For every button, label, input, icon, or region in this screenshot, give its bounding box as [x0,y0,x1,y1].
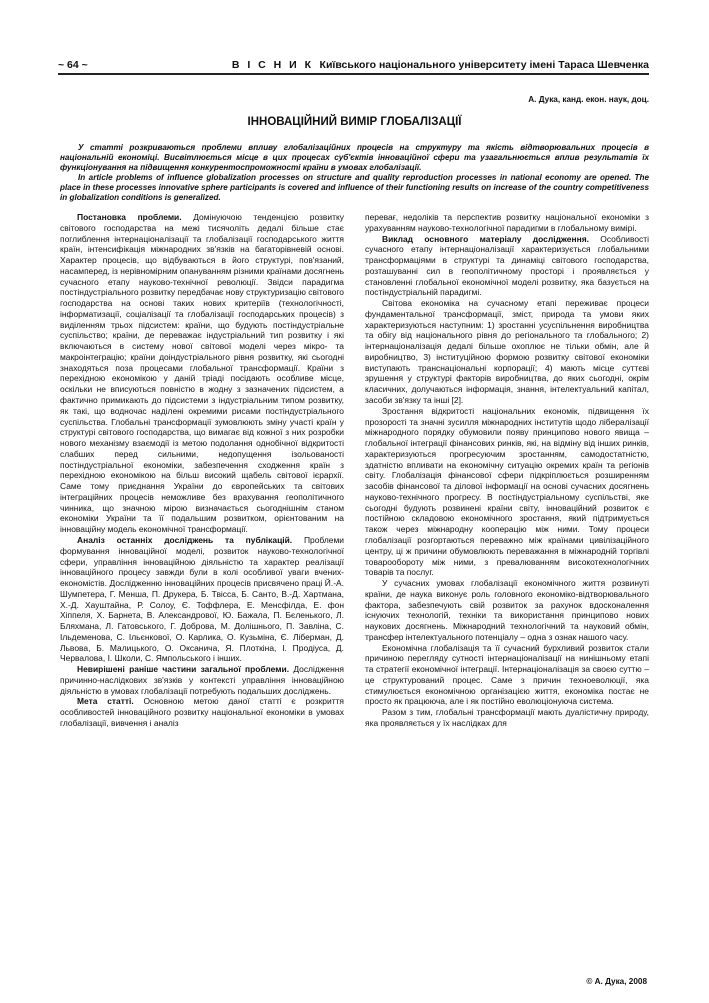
abstract [60,143,649,202]
paragraph: Світова економіка на сучасному етапі переживає процеси фундаментальної трансформації, зміст, природа та умови яких характеризуються наступним: 1) зростанні усуспільнення виробництва та обігу від національного рівня до регіонального та глобального; 2) інтернаціоналізація дедалі більше охоплює не тільки обмін, але й виробництво, 3) інституційною формою розвитку світової економіки виступають транснаціональні корпорації; 4) мають місце суттєві зрушення у структурі факторів виробництва, до яких сьогодні, окрім класичних, долучаються інформація, знання, інтелектуальний капітал, засоби зв'язку та інші [2]. [365,298,649,406]
right-column [365,212,649,956]
section-heading: Виклад основного матеріалу дослідження. [382,233,589,244]
article-title: ІННОВАЦІЙНИЙ ВИМІР ГЛОБАЛІЗАЦІЇ [247,116,462,128]
paragraph-text: Дослідження причинно-наслідкових зв'язків у контексті управління інноваційною діяльністю в умовах глобалізації потребують подальших досліджень. [60,664,345,696]
paragraph-text: Особливості сучасного етапу інтернаціоналізації характеризується глобальними трансформаціями в структурі та динаміці світового господарства, розташуванні сил в геополітичному просторі і проявляється у становленні глобальної економічної моделі розвитку, яка базується на постіндустріальній парадигмі. [365,233,650,298]
section-heading: Аналіз останніх досліджень та публікацій. [77,534,293,545]
running-header [58,58,649,72]
abstract-uk: У статті розкриваються проблеми впливу глобалізаційних процесів на структуру та якість відтворювальних процесів в національній економіці. Висвітлюється місце в цих процесах суб'єктів інноваційної сфери та узагальнюється вплив результатів їх функціонування на підвищення конкурентоспроможності країни в умовах глобалізації. [60,143,649,172]
body-columns [60,212,649,956]
abstract-en: In article problems of influence globalization processes on structure and quality reproduction processes in national economy are opened. The place in these processes innovative sphere participants is covered and influence of their functioning results on increase of the country competitiveness in globalization conditions is generalized. [60,172,649,202]
paragraph-text: Домінуючою тенденцією розвитку світового господарства на межі тисячоліть дедалі більше стає поглиблення інтернаціоналізації та глобалізації господарського життя країн, інтенсифікація міжнародних зв'язків на багаторівневій основі. Характер процесів, що відбуваються в його структурі, пов'язаний, насамперед, із нерівномірним опануванням різними країнами досягнень сучасного етапу науково-технічної революції. Звідси парадигма постіндустріального розвитку передбачає нову структуризацію світового господарства на основі таких нових критеріїв (технологічності, інформатизації, соціалізації та глобалізації господарських процесів) з виділенням трьох підсистем: країни, що будують постіндустріальне суспільство; країни, де переважає індустріальний тип розвитку і які включаються в систему нової світової моделі через мікро- та макроінтеграцію; країни доіндустріального рівня розвитку, які сьогодні знаходяться поза процесами глобальної трансформації. Країни з перехідною економікою у даній тріаді посідають особливе місце, оскільки не вписуються повністю в жодну з зазначених підсистем, а фактично примикають до підсистеми з індустріальним типом розвитку, як такі, що водночас наділені окремими рисами постіндустріального суспільства. Глобальні трансформації зумовлюють зміну участі країн у структурі світового господарства, що вимагає від кожної з них розробки нового механізму взаємодії із метою подолання однобічної відкритості слабших перед сильними, недопущення ізольованості постіндустріальної економіки, забезпечення сходження країн з перехідною економікою на більш високий щабель світової ієрархії. Саме тому приєднання України до європейських та світових інтеграційних процесів неможливе без врахування геополітичного чинника, що значною мірою визначається сьогоднішнім станом економіки України та її подальшим розвитком, орієнтованим на інноваційну модель економічної трансформації. [60,212,344,535]
copyright-notice: © А. Дука, 2008 [586,977,647,986]
section-heading: Постановка проблеми. [77,212,182,222]
paragraph: Разом з тим, глобальні трансформації мають дуалістичну природу, яка проявляється у їх наслідках для [365,707,649,728]
paragraph-literature-review [60,535,344,664]
header-rule [58,73,649,75]
paragraph: Економічна глобалізація та її сучасний бурхливий розвиток стали причиною перегляду сутності інтернаціоналізації на нинішньому етапі та стратегії економічної інтеграції. Інтернаціоналізація за своєю суттю – це структурований процес. Саме з причин техноеволюції, яка стимулюється економічною організацією життя, економіка постає не просто як працююча, але і як постійно еволюціонуюча система. [365,642,649,707]
author-line: А. Дука, канд. екон. наук, доц. [528,95,649,104]
section-heading: Невирішені раніше частини загальної проблеми. [77,664,290,675]
paragraph: Зростання відкритості національних економік, підвищення їх прозорості та значні зусилля міжнародних інститутів щодо лібералізації міжнародного порядку обумовили появу принципово нового явища – глобальної інтеграції фінансових ринків, які, на відміну від інших ринків, характеризуються прогресуючим зростанням, самодостатністю, здатністю впливати на економічну ситуацію окремих країн та регіонів світу. Глобалізація фінансової сфери підкріплюється розширенням засобів фінансової та ділової інформації на основі сучасних досягнень науково-технічного прогресу. В постіндустріальному суспільстві, яке сьогодні будують розвинені країни світу, інноваційний розвиток є постійною складовою економічного зростання, який підтримується також через міжнародну кооперацію між ними. Тому процеси глобалізації розгортаються переважно між країнами цивілізаційного центру, ці ж причини обумовлюють переважання в міжнародній торгівлі товарообороту між ними, з превалюванням високотехнологічних товарів та послуг. [365,405,649,578]
journal-title [232,59,649,71]
paragraph: У сучасних умовах глобалізації економічного життя розвинуті країни, де наука виконує роль головного економіко-відтворювального фактора, забезпечують свій розвиток за рахунок вдосконалення існуючих технологій, техніки та використання принципово нових наукових досягнень. Міжнародний технологічний та науковий обмін, трансфер інтелектуального потенціалу – одна з ознак нашого часу. [365,578,649,642]
paragraph-main-material [365,234,649,299]
paragraph-unresolved-issues [60,664,344,696]
journal-name: В І С Н И К [231,59,314,71]
paragraph-text: Проблеми формування інноваційної моделі, розвиток науково-технологічної сфери, управління інноваційною діяльністю та характер реалізації інноваційного процесу завжди були в колі особливої уваги вчених-економістів. Дослідженню інноваційних процесів присвячено праці Й.-А. Шумпетера, Г. Менша, П. Друкера, Б. Твісса, Б. Санто, В.-Д. Хартмана, Х.-Д. Хауштайна, Р. Солоу, Є. Тоффлера, Е. Менсфілда, Е. фон Хіппеля, Х. Барнета, В. Александрової, Ю. Бажала, П. Бєленького, Л. Бляхмана, Л. Гатовського, Г. Доброва, М. Долішнього, П. Завліна, С. Ільдеменова, С. Ільєнкової, О. Карлика, О. Кузьміна, Є. Ліберман, Д. Львова, Б. Малицького, О. Оксанича, Я. Плоткіна, І. Продіуса, Д. Червалова, І. Школи, С. Ямпольського і інших. [60,534,344,664]
section-heading: Мета статті. [77,696,134,707]
paragraph-text: Основною метою даної статті є розкриття особливостей інноваційного розвитку національної економіки в умовах глобалізації, вивчення і аналіз [60,696,345,728]
paragraph-problem-statement [60,212,344,535]
left-column [60,212,344,956]
page-number: ~ 64 ~ [58,59,88,71]
paragraph-article-goal [60,696,344,728]
journal-subtitle: Київського національного університету імені Тараса Шевченка [319,59,649,71]
paragraph-article-goal-continued: перевағ, недоліків та перспектив розвитку національної економіки з урахуванням науково-технологічної парадигми в глобальному вимірі. [365,212,649,233]
